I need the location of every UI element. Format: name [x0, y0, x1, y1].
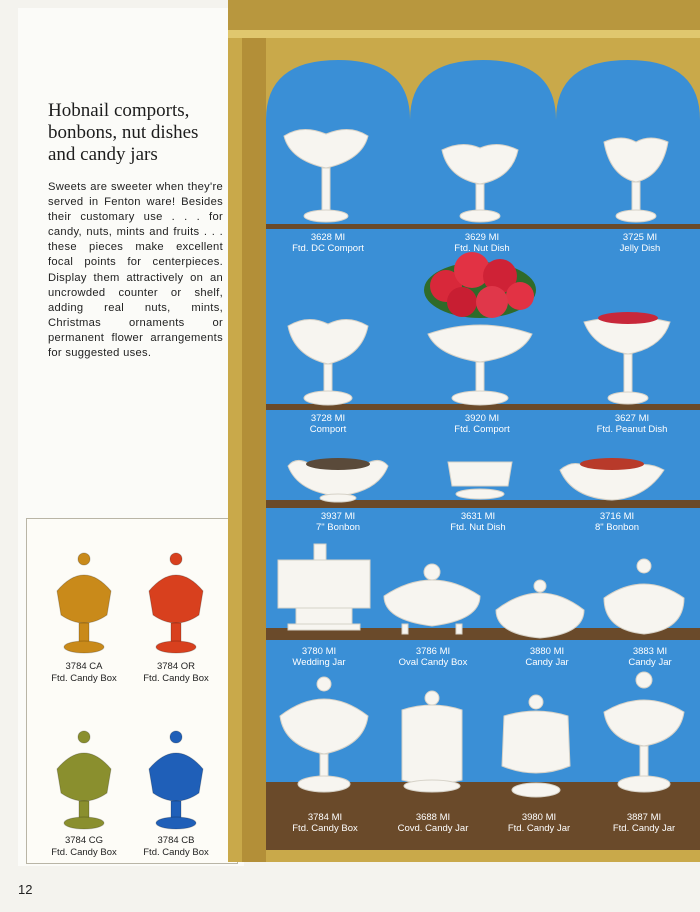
label-3631: [423, 511, 533, 533]
product-code: 3784 CG: [64, 835, 104, 846]
product-code: 3937 MI: [320, 511, 356, 522]
piece-3631: [448, 462, 512, 499]
variant-label-green: [34, 835, 134, 859]
product-code: 3628 MI: [310, 232, 346, 243]
product-code: 3688 MI: [415, 812, 451, 823]
label-3629: [427, 232, 537, 254]
label-3786: [378, 646, 488, 668]
product-name: Ftd. Candy Box: [51, 673, 117, 684]
piece-3628: [284, 129, 368, 222]
candy-box-amber: [57, 553, 111, 653]
page-number: 12: [18, 882, 33, 897]
product-name: Ftd. Candy Box: [143, 847, 209, 858]
product-code: 3883 MI: [632, 646, 668, 657]
product-code: 3728 MI: [310, 413, 346, 424]
product-name: Candy Jar: [525, 657, 569, 668]
product-code: 3880 MI: [529, 646, 565, 657]
label-3880: [492, 646, 602, 668]
label-3780: [264, 646, 374, 668]
product-code: 3716 MI: [599, 511, 635, 522]
product-name: Wedding Jar: [292, 657, 346, 668]
candy-box-blue: [149, 731, 203, 829]
product-name: Ftd. Comport: [454, 424, 510, 435]
product-code: 3784 OR: [156, 661, 196, 672]
label-3980: [484, 812, 594, 834]
piece-3627: [584, 312, 670, 404]
piece-3883: [604, 559, 684, 634]
inset-illustration: [27, 519, 237, 863]
piece-3629: [442, 144, 518, 222]
product-code: 3980 MI: [521, 812, 557, 823]
milk-glass-pieces: [266, 120, 700, 820]
product-code: 3920 MI: [464, 413, 500, 424]
product-name: Ftd. Peanut Dish: [596, 424, 668, 435]
product-name: Ftd. Candy Jar: [507, 823, 571, 834]
piece-3920: [428, 325, 532, 405]
product-code: 3784 CA: [65, 661, 103, 672]
label-3883: [595, 646, 700, 668]
product-name: Ftd. Nut Dish: [454, 243, 510, 254]
product-code: 3786 MI: [415, 646, 451, 657]
variant-label-orange: [126, 661, 226, 685]
candy-box-green: [57, 731, 111, 829]
label-3937: [283, 511, 393, 533]
piece-3937: [288, 458, 388, 502]
product-name: Ftd. Candy Jar: [612, 823, 676, 834]
candy-box-orange: [149, 553, 203, 653]
piece-3780: [278, 544, 370, 630]
piece-3980: [502, 695, 570, 797]
product-code: 3784 CB: [157, 835, 195, 846]
label-3920: [427, 413, 537, 435]
label-3627: [577, 413, 687, 435]
product-name: Jelly Dish: [619, 243, 661, 254]
piece-3786: [384, 564, 480, 634]
product-name: Ftd. Candy Box: [292, 823, 358, 834]
piece-3887: [604, 672, 684, 792]
product-code: 3627 MI: [614, 413, 650, 424]
variant-label-blue: [126, 835, 226, 859]
color-variants-inset: [26, 518, 238, 864]
label-3716: [562, 511, 672, 533]
piece-3716: [560, 458, 664, 500]
label-3628: [273, 232, 383, 254]
piece-3784: [280, 677, 368, 792]
product-code: 3887 MI: [626, 812, 662, 823]
product-name: Ftd. Candy Box: [51, 847, 117, 858]
label-3784: [270, 812, 380, 834]
product-code: 3784 MI: [307, 812, 343, 823]
product-code: 3629 MI: [464, 232, 500, 243]
variant-label-amber: [34, 661, 134, 685]
body-paragraph: Sweets are sweeter when they're served in Fenton ware! Besides their customary use . . . for candy, nuts, mints and fruits . . . these pieces make excellent focal points for centerpieces. Display them attractively on an uncrowded counter or shelf, adding real nuts, mints, Christmas ornaments or permanent flower arrangements for suggested uses.: [48, 181, 223, 360]
product-name: Ftd. Candy Box: [143, 673, 209, 684]
product-code: 3631 MI: [460, 511, 496, 522]
label-3887: [589, 812, 699, 834]
label-3688: [378, 812, 488, 834]
page-heading: Hobnail comports, bonbons, nut dishes and candy jars: [48, 100, 199, 165]
label-3725: [585, 232, 695, 254]
piece-3725: [604, 138, 668, 222]
product-name: 7" Bonbon: [315, 522, 361, 533]
piece-3728: [288, 319, 368, 405]
product-code: 3780 MI: [301, 646, 337, 657]
product-name: Comport: [309, 424, 347, 435]
flower-arrangement: [424, 252, 536, 318]
piece-3880: [496, 580, 584, 638]
product-name: Candy Jar: [628, 657, 672, 668]
product-name: Ftd. DC Comport: [292, 243, 364, 254]
product-name: 8" Bonbon: [594, 522, 640, 533]
product-name: Covd. Candy Jar: [397, 823, 469, 834]
product-name: Oval Candy Box: [398, 657, 468, 668]
piece-3688: [402, 691, 462, 792]
product-code: 3725 MI: [622, 232, 658, 243]
label-3728: [273, 413, 383, 435]
product-name: Ftd. Nut Dish: [450, 522, 506, 533]
